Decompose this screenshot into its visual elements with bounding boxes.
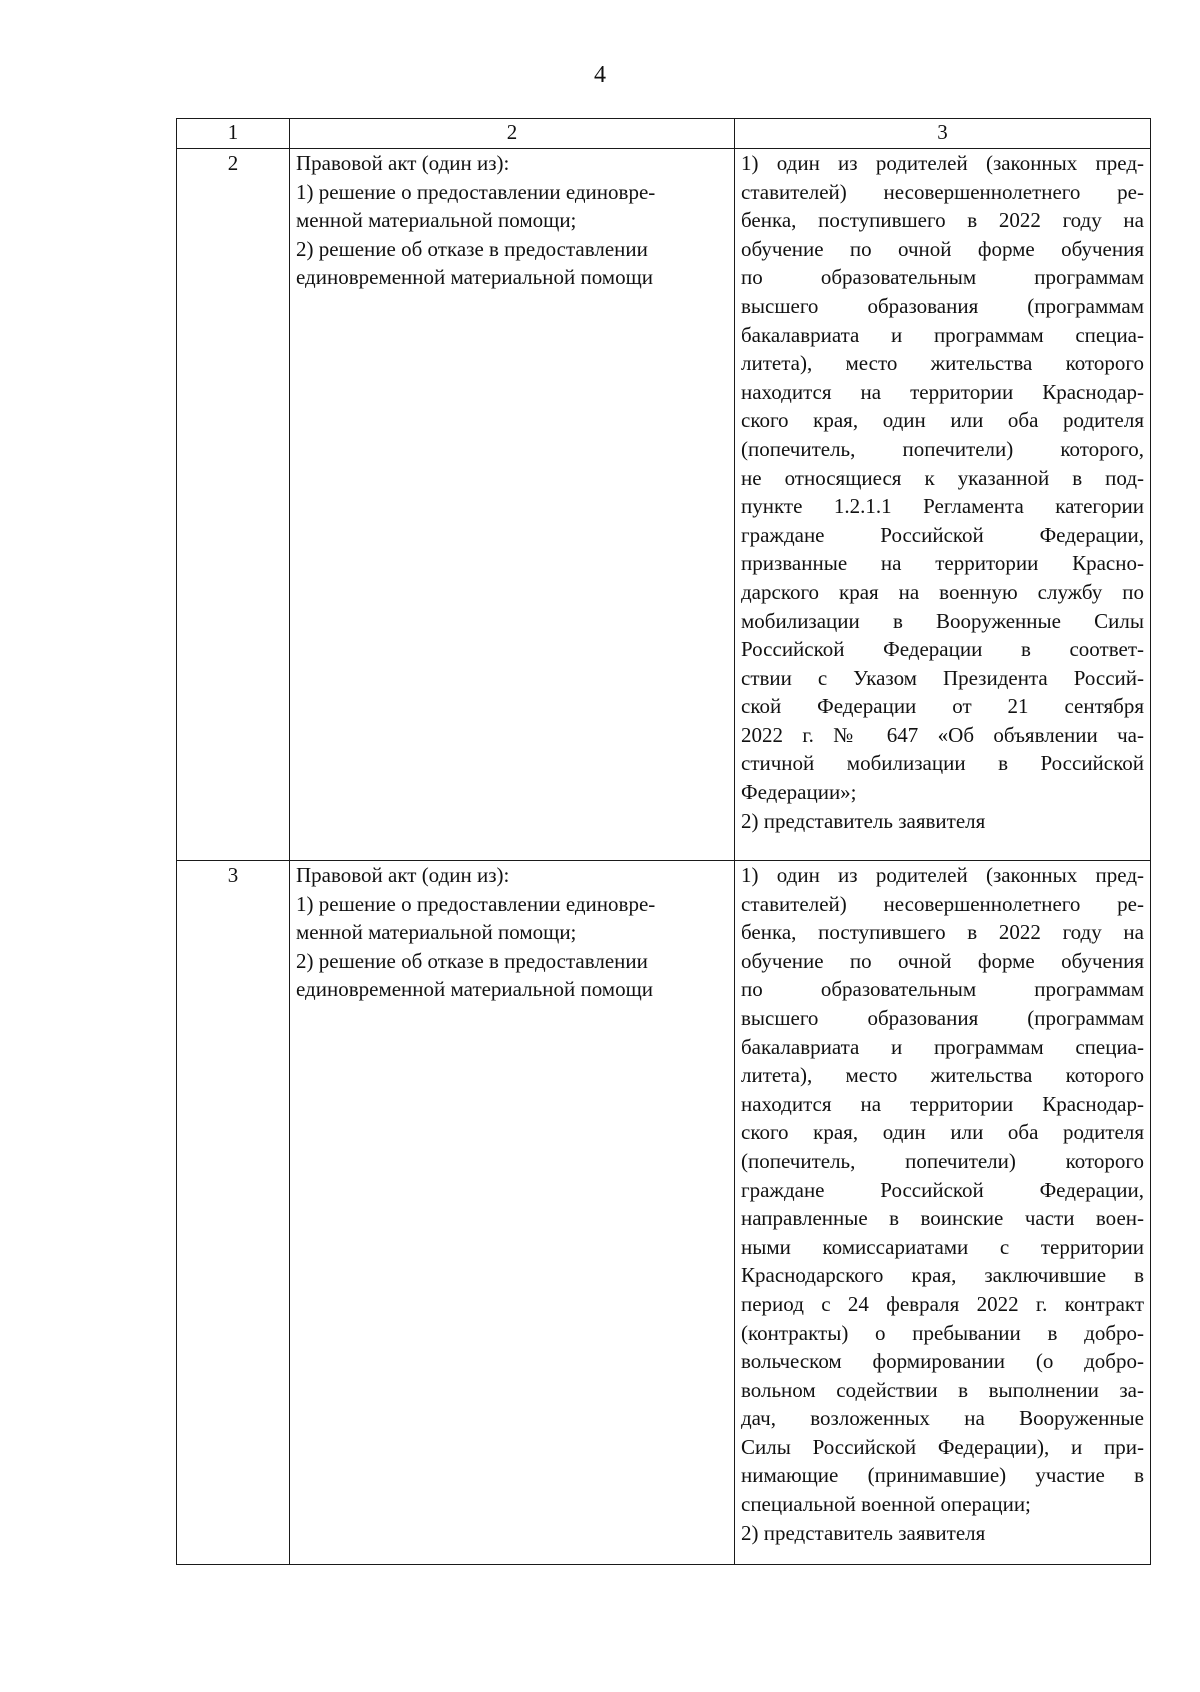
text-line: литета), место жительства которого (741, 351, 1144, 376)
applicant-lines (741, 861, 1144, 1547)
text-line: ского края, один или оба родителя (741, 408, 1144, 433)
table-row (177, 861, 1151, 1565)
text-line: находится на территории Краснодар- (741, 1091, 1144, 1116)
text-line: 1) решение о предоставлении единовре- (296, 179, 656, 204)
text-line: стичной мобилизации в Российской (741, 751, 1144, 776)
text-line: Краснодарского края, заключившие в (741, 1263, 1144, 1288)
text-line: призванные на территории Красно- (741, 551, 1144, 576)
text-line: дач, возложенных на Вооруженные (741, 1406, 1144, 1431)
column-header-2: 2 (290, 119, 735, 149)
document-cell (290, 861, 735, 1565)
applicant-lines (741, 149, 1144, 835)
text-line: Правовой акт (один из): (296, 151, 510, 175)
text-line: не относящиеся к указанной в под- (741, 465, 1144, 490)
document-cell (290, 149, 735, 861)
text-line: мобилизации в Вооруженные Силы (741, 608, 1144, 633)
text-line: вольческом формировании (о добро- (741, 1349, 1144, 1374)
text-line: бакалавриата и программам специа- (741, 322, 1144, 347)
text-line: (контракты) о пребывании в добро- (741, 1320, 1144, 1345)
text-line: 2) представитель заявителя (741, 1520, 986, 1545)
text-line: по образовательным программам (741, 977, 1144, 1002)
text-line: Силы Российской Федерации), и при- (741, 1434, 1144, 1459)
text-line: бакалавриата и программам специа- (741, 1034, 1144, 1059)
text-line: нимающие (принимавшие) участие в (741, 1463, 1144, 1488)
text-line: пункте 1.2.1.1 Регламента категории (741, 494, 1144, 519)
column-header-1: 1 (177, 119, 290, 149)
text-line: по образовательным программам (741, 265, 1144, 290)
column-header-3: 3 (735, 119, 1151, 149)
text-line: Российской Федерации в соответ- (741, 637, 1144, 662)
text-line: Правовой акт (один из): (296, 863, 510, 887)
table-row (177, 149, 1151, 861)
text-line: литета), место жительства которого (741, 1063, 1144, 1088)
applicant-cell (735, 861, 1151, 1565)
text-line: единовременной материальной помощи (296, 977, 653, 1002)
text-line: 2022 г. № 647 «Об объявлении ча- (741, 722, 1144, 747)
text-line: 1) один из родителей (законных пред- (741, 863, 1144, 887)
text-line: единовременной материальной помощи (296, 265, 653, 290)
text-line: ставителей) несовершеннолетнего ре- (741, 179, 1144, 204)
text-line: 1) один из родителей (законных пред- (741, 151, 1144, 175)
document-lines (296, 861, 728, 1004)
text-line: менной материальной помощи; (296, 208, 577, 233)
text-line: специальной военной операции; (741, 1492, 1031, 1517)
text-line: бенка, поступившего в 2022 году на (741, 208, 1144, 233)
services-table (176, 118, 1151, 1565)
text-line: граждане Российской Федерации, (741, 522, 1144, 547)
text-line: Федерации»; (741, 780, 857, 805)
text-line: ской Федерации от 21 сентября (741, 694, 1144, 719)
text-line: 2) решение об отказе в предоставлении (296, 948, 648, 973)
text-line: ствии с Указом Президента Россий- (741, 665, 1144, 690)
text-line: ставителей) несовершеннолетнего ре- (741, 891, 1144, 916)
text-line: граждане Российской Федерации, (741, 1177, 1144, 1202)
row-number: 2 (177, 149, 290, 861)
document-lines (296, 149, 728, 292)
table-header-row (177, 119, 1151, 149)
text-line: (попечитель, попечители) которого (741, 1148, 1144, 1173)
text-line: дарского края на военную службу по (741, 579, 1144, 604)
text-line: ского края, один или оба родителя (741, 1120, 1144, 1145)
text-line: период с 24 февраля 2022 г. контракт (741, 1291, 1144, 1316)
text-line: 2) решение об отказе в предоставлении (296, 236, 648, 261)
text-line: высшего образования (программам (741, 1005, 1144, 1030)
text-line: 2) представитель заявителя (741, 808, 986, 833)
text-line: высшего образования (программам (741, 293, 1144, 318)
text-line: обучение по очной форме обучения (741, 236, 1144, 261)
text-line: направленные в воинские части воен- (741, 1206, 1144, 1231)
text-line: (попечитель, попечители) которого, (741, 436, 1144, 461)
text-line: бенка, поступившего в 2022 году на (741, 920, 1144, 945)
row-number: 3 (177, 861, 290, 1565)
text-line: менной материальной помощи; (296, 920, 577, 945)
text-line: обучение по очной форме обучения (741, 948, 1144, 973)
text-line: находится на территории Краснодар- (741, 379, 1144, 404)
text-line: вольном содействии в выполнении за- (741, 1377, 1144, 1402)
page-number: 4 (594, 62, 606, 88)
text-line: ными комиссариатами с территории (741, 1234, 1144, 1259)
applicant-cell (735, 149, 1151, 861)
text-line: 1) решение о предоставлении единовре- (296, 891, 656, 916)
